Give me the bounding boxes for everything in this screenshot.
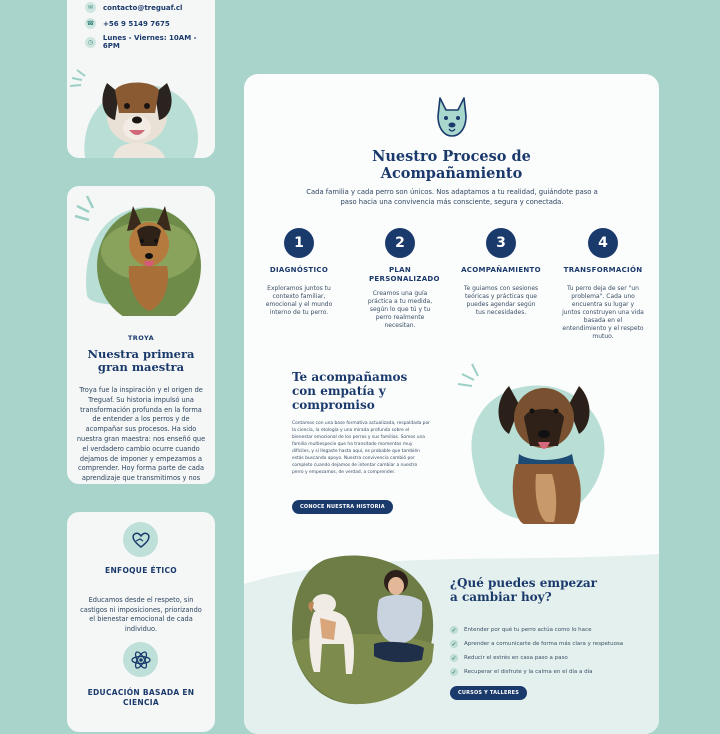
process-page [244, 74, 659, 734]
troya-card [67, 186, 215, 484]
mail-icon: ✉ [85, 2, 96, 13]
process-title: Nuestro Proceso de Acompañamiento [372, 148, 531, 182]
dog-photo-1 [67, 58, 215, 158]
empathy-title: Te acompañamos con empatía y compromiso [292, 370, 408, 412]
contact-email-row[interactable] [85, 2, 182, 13]
step-body: Creamos una guía práctica a tu medida, según lo que tú y tu perro realmente necesitan. [367, 290, 433, 329]
contact-phone-row[interactable] [85, 18, 170, 29]
contact-hours-row [85, 34, 215, 50]
phone-icon: ☎ [86, 20, 95, 27]
step-4 [558, 228, 648, 341]
step-2 [355, 228, 445, 330]
value-body-1: Educamos desde el respeto, sin castigos ni imposiciones, priorizando el bienestar emocional de cada individuo. [80, 596, 202, 633]
step-3 [456, 228, 546, 317]
check-icon: ✓ [451, 640, 457, 648]
troya-photo [67, 186, 215, 316]
values-card [67, 512, 215, 732]
value-title-2: EDUCACIÓN BASADA EN CIENCIA [87, 688, 195, 707]
contact-phone[interactable]: +56 9 5149 7675 [103, 19, 170, 28]
step-body: Exploramos juntos tu contexto familiar, emocional y el mundo interno de tu perro. [265, 285, 333, 316]
our-story-button[interactable]: CONOCE NUESTRA HISTORIA [292, 500, 393, 514]
troya-title: Nuestra primera gran maestra [87, 347, 195, 374]
contact-email[interactable]: contacto@treguaf.cl [103, 3, 183, 12]
change-item-text: Aprender a comunicarte de forma más clara y respetuosa [464, 641, 624, 647]
value-title-1: ENFOQUE ÉTICO [105, 566, 177, 575]
step-number: 2 [385, 228, 415, 258]
check-icon: ✓ [451, 654, 457, 662]
troya-body: Troya fue la inspiración y el origen de Treguaf. Su historia impulsó una transformación profunda en la forma de entender a los perros y de acompañar sus procesos. Ha sido nuestra gran maestra: nos enseñó que el verdadero cambio ocurre cuando dejamos de imponer y empezamos a comprender. Hoy forma parte de cada aprendizaje que transmitimos y nos [76, 386, 206, 482]
dog-photo-3 [284, 552, 444, 712]
heart-hands-icon [123, 522, 158, 557]
step-body: Te guiamos con sesiones teóricas y prácticas que puedes agendar según tus necesidades. [463, 285, 539, 316]
dog-photo-2 [454, 356, 624, 536]
step-title: ACOMPAÑAMIENTO [461, 266, 541, 274]
change-item-text: Recuperar el disfrute y la calma en el día a día [464, 669, 593, 675]
step-number: 3 [486, 228, 516, 258]
atom-icon [123, 642, 158, 677]
contact-card [67, 0, 215, 158]
step-title: PLAN PERSONALIZADO [369, 266, 440, 283]
dog-logo-icon [432, 94, 472, 142]
check-icon: ✓ [451, 626, 457, 634]
step-title: TRANSFORMACIÓN [563, 266, 643, 274]
empathy-body: Contamos con una base formativa actualizada, respaldada por la ciencia, la etología y una mirada profunda sobre el bienestar emocional de los perros y sus familias. Somos una familia multiespecie que ha transitado momentos muy difíciles, y si llegaste hasta aquí, es probable que también estás buscando apoyo. Nuestra convivencia cambió por completo cuando dejamos de intentar cambiar a nuestro perro y empezamos, de verdad, a comprender. [292, 421, 430, 475]
contact-hours: Lunes - Viernes: 10AM - 6PM [102, 34, 197, 50]
step-1 [254, 228, 344, 317]
change-item-1 [450, 626, 591, 634]
courses-button[interactable]: CURSOS Y TALLERES [450, 686, 527, 700]
check-icon: ✓ [451, 668, 457, 676]
change-item-3 [450, 654, 568, 662]
step-number: 1 [284, 228, 314, 258]
change-item-text: Reducir el estrés en casa paso a paso [464, 655, 568, 661]
change-title: ¿Qué puedes empezar a cambiar hoy? [450, 576, 597, 604]
troya-kicker: TROYA [127, 334, 155, 342]
change-item-4 [450, 668, 592, 676]
clock-icon: ◷ [85, 37, 96, 48]
change-item-2 [450, 640, 623, 648]
step-title: DIAGNÓSTICO [269, 266, 329, 274]
change-item-text: Entender por qué tu perro actúa como lo hace [464, 627, 592, 633]
step-number: 4 [588, 228, 618, 258]
process-intro: Cada familia y cada perro son únicos. Nos adaptamos a tu realidad, guiándote paso a paso hacia una convivencia más consciente, segura y conectada. [306, 188, 598, 206]
step-body: Tu perro deja de ser "un problema". Cada uno encuentra su lugar y juntos construyen una vida basada en el entendimiento y el respeto mutuo. [562, 285, 644, 340]
